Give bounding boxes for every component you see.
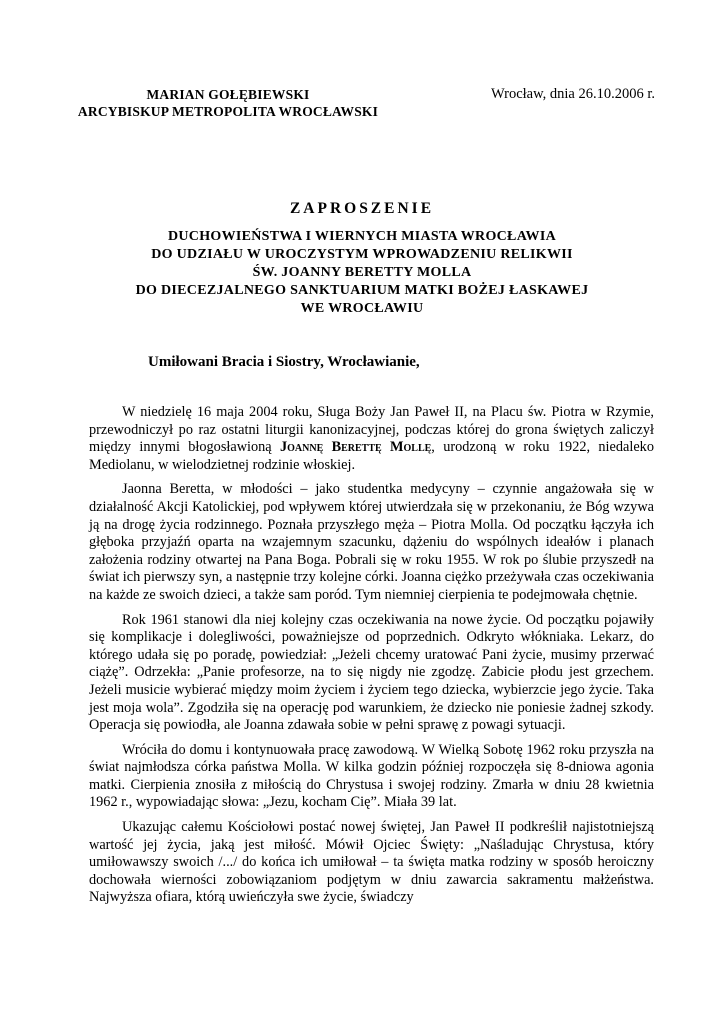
paragraph: Wróciła do domu i kontynuowała pracę zawodową. W Wielką Sobotę 1962 roku przyszła na świat najmłodsza córka państwa Molla. W kilka godzin później rozpoczęła się 8-dniowa agonia matki. Cierpienia znosiła z miłością do Chrystusa i swojej rodziny. Zmarła w dniu 28 kwietnia 1962 r., wypowiadając słowa: „Jezu, kocham Cię”. Miała 39 lat. [89,741,654,811]
paragraph-text: , urodzoną w roku 1922, niedaleko Mediolanu, w wielodzietnej rodzinie włoskiej. [89,439,654,473]
subtitle-line: DO DIECEZJALNEGO SANKTUARIUM MATKI BOŻEJ ŁASKAWEJ [135,283,589,298]
paragraph: Ukazując całemu Kościołowi postać nowej świętej, Jan Paweł II podkreślił najistotniejszą wartość jej życia, jaką jest miłość. Mówił Ojciec Święty: „Naśladując Chrystusa, który umiłowawszy swoich /.../ do końca ich umiłował – ta święta matka rodziny w sposób heroiczny dochowała wierności zobowiązaniom podjętym w dniu zawarcia sakramentu małżeństwa. Najwyższa ofiara, którą uwieńczyła swe życie, świadczy [89,819,654,906]
paragraph: Rok 1961 stanowi dla niej kolejny czas oczekiwania na nowe życie. Od początku pojawiły się komplikacje i dolegliwości, poważniejsze od poprzednich. Odkryto włókniaka. Lekarz, do którego udała się po poradę, powiedział: „Jeżeli chcemy uratować Pani życie, musimy przerwać ciążę”. Odrzekła: „Panie profesorze, na to się nigdy nie zgodzę. Zabicie płodu jest grzechem. Jeżeli musicie wybierać między moim życiem i życiem tego dziecka, wybierzcie jego życie. Taka jest moja wola”. Zgodziła się na operację pod warunkiem, że dziecko nie poniesie żadnej szkody. Operacja się powiodła, ale Joanna zdawała sobie w pełni sprawę z powagi sytuacji. [89,611,654,734]
date-line: Wrocław, dnia 26.10.2006 r. [491,86,655,102]
subtitle-line: DO UDZIAŁU W UROCZYSTYM WPROWADZENIU RELIKWII [151,247,573,262]
subtitle-line: ŚW. JOANNY BERETTY MOLLA [252,265,472,280]
saint-name: Joannę Berettę Mollę [279,439,432,456]
subtitle-line: WE WROCŁAWIU [300,301,424,316]
sender-title: ARCYBISKUP METROPOLITA WROCŁAWSKI [77,104,379,119]
greeting: Umiłowani Bracia i Siostry, Wrocławianie, [148,354,420,370]
paragraph: Jaonna Beretta, w młodości – jako studentka medycyny – czynnie angażowała się w działalność Akcji Katolickiej, pod wpływem której utwierdzała się w przekonaniu, że Bóg wzywa ją na drogę życia rodzinnego. Poznała przyszłego męża – Piotra Molla. Od początku łączyła ich głęboka przyjaźń oparta na wzajemnym szacunku, dążeniu do wspólnych ideałów i planach założenia rodziny otwartej na Pana Boga. Pobrali się w roku 1955. W rok po ślubie przyszedł na świat ich pierwszy syn, a następnie trzy kolejne córki. Joanna ciężko przeżywała czas oczekiwania na każde ze swoich dzieci, a także sam poród. Tym niemniej cierpienia te podejmowała chętnie. [89,481,654,603]
sender-block [68,86,388,120]
subtitle-line: DUCHOWIEŃSTWA I WIERNYCH MIASTA WROCŁAWIA [167,229,557,244]
paragraph [89,404,654,474]
document-title: ZAPROSZENIE [289,200,435,217]
paragraph-text: W niedzielę 16 maja 2004 roku, Sługa Boży Jan Paweł II, na Placu św. Piotra w Rzymie, przewodniczył po raz ostatni liturgii kanonizacyjnej, podczas której do grona świętych zaliczył między innymi błogosławioną [89,404,654,456]
document-subtitle [0,228,724,318]
letter-body [89,404,654,914]
sender-name: MARIAN GOŁĘBIEWSKI [146,87,310,102]
